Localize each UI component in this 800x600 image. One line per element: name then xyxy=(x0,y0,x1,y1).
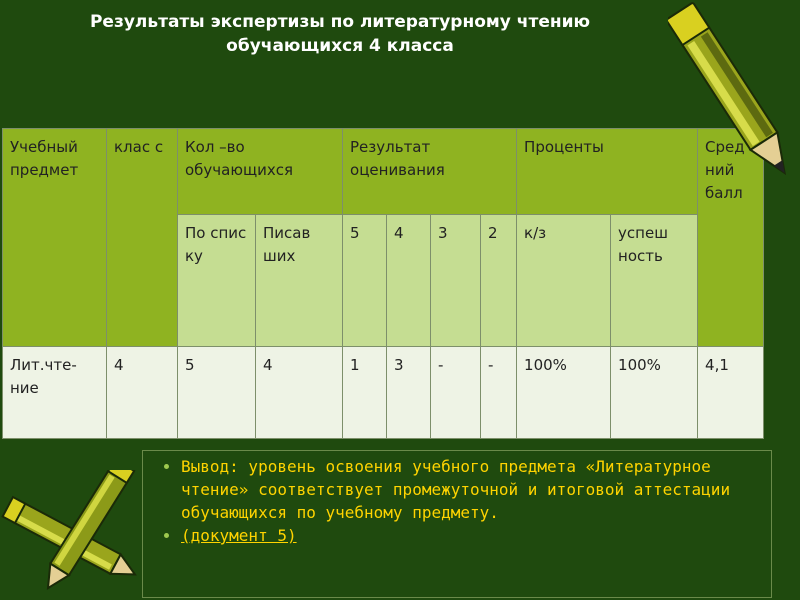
cell-subject: Лит.чте-ние xyxy=(3,347,107,439)
cell-success: 100% xyxy=(611,347,698,439)
title-line-1: Результаты экспертизы по литературному чтению xyxy=(89,12,591,32)
header-result: Результат оценивания xyxy=(343,129,517,215)
page-title xyxy=(40,10,640,58)
subheader-quality: к/з xyxy=(517,215,611,347)
subheader-wrote: Писав ших xyxy=(256,215,343,347)
conclusion-list xyxy=(151,455,763,547)
header-subject: Учебный предмет xyxy=(3,129,107,347)
conclusion-text: • Вывод: уровень освоения учебного предмета «Литературное чтение» соответствует промежуточной и итоговой аттестации обучающихся по учебному предмету. xyxy=(181,455,763,524)
subheader-success: успеш ность xyxy=(611,215,698,347)
title-line-2: обучающихся 4 класса xyxy=(226,36,454,56)
cell-average: 4,1 xyxy=(698,347,764,439)
cell-grade-4: 3 xyxy=(387,347,431,439)
cell-grade-3: - xyxy=(431,347,481,439)
table-row xyxy=(3,347,764,439)
results-table xyxy=(2,128,764,439)
pencil-icon xyxy=(668,0,800,190)
cell-grade-5: 1 xyxy=(343,347,387,439)
subheader-by-list: По спис ку xyxy=(178,215,256,347)
header-percents: Проценты xyxy=(517,129,698,215)
subheader-grade-2: 2 xyxy=(481,215,517,347)
document-link[interactable]: (документ 5) xyxy=(181,526,297,545)
document-link-item xyxy=(181,524,763,547)
cell-quality: 100% xyxy=(517,347,611,439)
subheader-grade-5: 5 xyxy=(343,215,387,347)
pencils-icon xyxy=(0,470,160,600)
header-class: клас с xyxy=(107,129,178,347)
cell-class: 4 xyxy=(107,347,178,439)
subheader-grade-3: 3 xyxy=(431,215,481,347)
header-students: Кол –во обучающихся xyxy=(178,129,343,215)
cell-wrote: 4 xyxy=(256,347,343,439)
subheader-grade-4: 4 xyxy=(387,215,431,347)
conclusion-box xyxy=(142,450,772,598)
cell-grade-2: - xyxy=(481,347,517,439)
cell-by-list: 5 xyxy=(178,347,256,439)
header-average: Сред ний балл xyxy=(698,129,764,347)
